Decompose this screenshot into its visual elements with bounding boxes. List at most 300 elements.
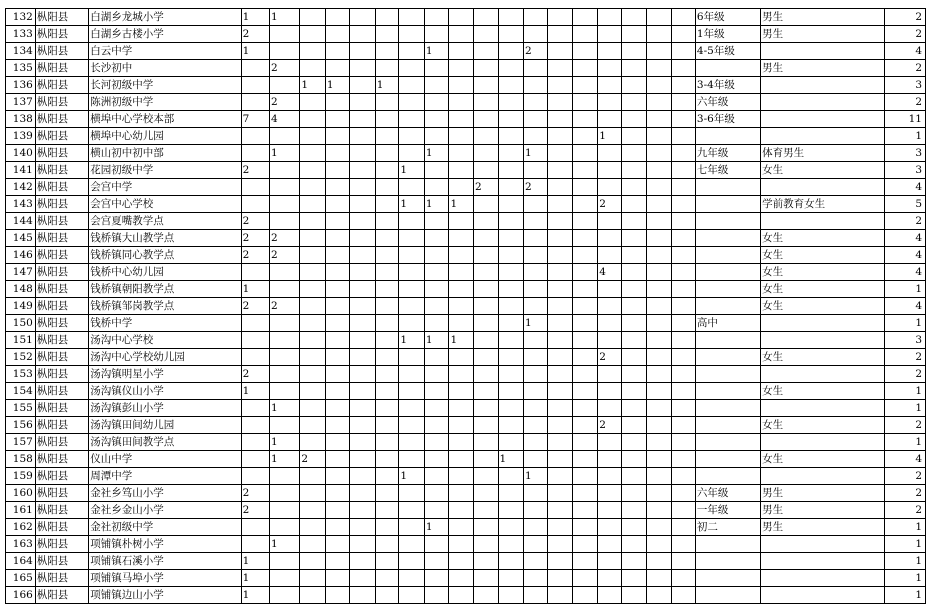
subject-count-cell	[547, 502, 572, 519]
subject-count-cell	[572, 570, 597, 587]
row-number-cell: 136	[6, 77, 36, 94]
subject-count-cell	[547, 536, 572, 553]
requirement-cell: 女生	[761, 417, 885, 434]
subject-count-cell	[621, 281, 646, 298]
county-cell: 枞阳县	[35, 332, 88, 349]
subject-count-cell	[300, 26, 326, 43]
subject-count-cell	[325, 502, 350, 519]
subject-count-cell	[350, 230, 375, 247]
subject-count-cell	[270, 332, 300, 349]
subject-count-cell	[498, 332, 524, 349]
subject-count-cell: 2	[270, 60, 300, 77]
subject-count-cell	[473, 587, 498, 604]
row-number-cell: 133	[6, 26, 36, 43]
subject-count-cell	[399, 502, 425, 519]
subject-count-cell	[524, 366, 548, 383]
row-number-cell: 140	[6, 145, 36, 162]
subject-count-cell	[572, 366, 597, 383]
table-row	[6, 247, 926, 264]
school-name-cell: 汤沟中心学校	[89, 332, 241, 349]
subject-count-cell: 1	[399, 162, 425, 179]
subject-count-cell	[572, 77, 597, 94]
subject-count-cell	[300, 315, 326, 332]
total-cell: 1	[885, 536, 926, 553]
subject-count-cell	[598, 298, 622, 315]
requirement-cell: 男生	[761, 519, 885, 536]
school-name-cell: 周潭中学	[89, 468, 241, 485]
county-cell: 枞阳县	[35, 179, 88, 196]
subject-count-cell	[375, 451, 399, 468]
subject-count-cell	[598, 213, 622, 230]
subject-count-cell	[598, 434, 622, 451]
subject-count-cell	[498, 383, 524, 400]
subject-count-cell	[524, 553, 548, 570]
subject-count-cell	[399, 519, 425, 536]
subject-count-cell: 1	[399, 468, 425, 485]
subject-count-cell	[241, 315, 269, 332]
table-row	[6, 451, 926, 468]
subject-count-cell	[350, 264, 375, 281]
school-name-cell: 长河初级中学	[89, 77, 241, 94]
total-cell: 3	[885, 332, 926, 349]
school-name-cell: 金社乡金山小学	[89, 502, 241, 519]
subject-count-cell: 1	[241, 281, 269, 298]
subject-count-cell	[524, 485, 548, 502]
subject-count-cell	[399, 94, 425, 111]
subject-count-cell	[300, 332, 326, 349]
subject-count-cell	[524, 213, 548, 230]
subject-count-cell	[375, 230, 399, 247]
subject-count-cell	[547, 298, 572, 315]
subject-count-cell	[621, 400, 646, 417]
subject-count-cell: 1	[300, 77, 326, 94]
subject-count-cell	[498, 298, 524, 315]
subject-count-cell	[270, 366, 300, 383]
subject-count-cell	[572, 553, 597, 570]
subject-count-cell	[449, 400, 474, 417]
subject-count-cell: 2	[241, 162, 269, 179]
requirement-cell: 女生	[761, 383, 885, 400]
subject-count-cell	[399, 349, 425, 366]
total-cell: 2	[885, 60, 926, 77]
total-cell: 1	[885, 570, 926, 587]
county-cell: 枞阳县	[35, 26, 88, 43]
subject-count-cell	[598, 111, 622, 128]
subject-count-cell	[424, 213, 449, 230]
row-number-cell: 156	[6, 417, 36, 434]
grade-cell	[695, 179, 760, 196]
subject-count-cell	[375, 315, 399, 332]
subject-count-cell	[270, 553, 300, 570]
subject-count-cell	[621, 553, 646, 570]
requirement-cell	[761, 400, 885, 417]
subject-count-cell	[671, 519, 695, 536]
subject-count-cell	[621, 366, 646, 383]
subject-count-cell: 2	[270, 298, 300, 315]
subject-count-cell	[473, 26, 498, 43]
subject-count-cell	[598, 468, 622, 485]
county-cell: 枞阳县	[35, 366, 88, 383]
subject-count-cell	[647, 451, 671, 468]
grade-cell	[695, 417, 760, 434]
row-number-cell: 166	[6, 587, 36, 604]
subject-count-cell	[547, 383, 572, 400]
subject-count-cell	[498, 247, 524, 264]
subject-count-cell	[524, 247, 548, 264]
subject-count-cell	[399, 451, 425, 468]
subject-count-cell	[399, 43, 425, 60]
subject-count-cell	[524, 349, 548, 366]
row-number-cell: 154	[6, 383, 36, 400]
subject-count-cell	[547, 417, 572, 434]
subject-count-cell	[498, 230, 524, 247]
subject-count-cell: 2	[241, 366, 269, 383]
grade-cell: 4-5年级	[695, 43, 760, 60]
subject-count-cell	[399, 247, 425, 264]
subject-count-cell	[647, 196, 671, 213]
subject-count-cell	[572, 162, 597, 179]
subject-count-cell	[621, 383, 646, 400]
subject-count-cell	[671, 128, 695, 145]
subject-count-cell	[671, 502, 695, 519]
subject-count-cell	[399, 315, 425, 332]
subject-count-cell	[524, 128, 548, 145]
requirement-cell: 女生	[761, 451, 885, 468]
subject-count-cell	[524, 434, 548, 451]
requirement-cell	[761, 587, 885, 604]
subject-count-cell	[598, 570, 622, 587]
subject-count-cell	[572, 264, 597, 281]
subject-count-cell	[498, 349, 524, 366]
subject-count-cell	[241, 468, 269, 485]
subject-count-cell	[424, 128, 449, 145]
subject-count-cell: 2	[241, 26, 269, 43]
subject-count-cell	[424, 400, 449, 417]
subject-count-cell	[473, 315, 498, 332]
subject-count-cell: 2	[270, 230, 300, 247]
county-cell: 枞阳县	[35, 298, 88, 315]
subject-count-cell	[671, 230, 695, 247]
subject-count-cell	[449, 264, 474, 281]
subject-count-cell	[473, 162, 498, 179]
subject-count-cell	[449, 9, 474, 26]
county-cell: 枞阳县	[35, 451, 88, 468]
subject-count-cell	[449, 417, 474, 434]
subject-count-cell	[325, 570, 350, 587]
table-row	[6, 434, 926, 451]
subject-count-cell	[524, 162, 548, 179]
subject-count-cell	[671, 451, 695, 468]
table-row	[6, 332, 926, 349]
subject-count-cell	[671, 77, 695, 94]
table-row	[6, 60, 926, 77]
subject-count-cell	[498, 519, 524, 536]
subject-count-cell: 2	[598, 349, 622, 366]
subject-count-cell	[547, 281, 572, 298]
subject-count-cell	[647, 281, 671, 298]
subject-count-cell	[621, 502, 646, 519]
total-cell: 1	[885, 281, 926, 298]
subject-count-cell: 1	[270, 145, 300, 162]
subject-count-cell	[671, 196, 695, 213]
subject-count-cell	[325, 264, 350, 281]
subject-count-cell	[449, 315, 474, 332]
total-cell: 2	[885, 94, 926, 111]
county-cell: 枞阳县	[35, 349, 88, 366]
subject-count-cell	[647, 315, 671, 332]
school-name-cell: 会宫中心学校	[89, 196, 241, 213]
requirement-cell	[761, 434, 885, 451]
grade-cell	[695, 366, 760, 383]
subject-count-cell	[473, 468, 498, 485]
total-cell: 1	[885, 128, 926, 145]
county-cell: 枞阳县	[35, 570, 88, 587]
subject-count-cell	[598, 519, 622, 536]
subject-count-cell	[647, 77, 671, 94]
subject-count-cell	[375, 587, 399, 604]
table-row	[6, 298, 926, 315]
requirement-cell	[761, 111, 885, 128]
subject-count-cell	[449, 485, 474, 502]
subject-count-cell	[424, 587, 449, 604]
subject-count-cell	[621, 468, 646, 485]
subject-count-cell	[424, 366, 449, 383]
school-name-cell: 汤沟镇田间教学点	[89, 434, 241, 451]
school-name-cell: 钱桥镇朝阳教学点	[89, 281, 241, 298]
subject-count-cell	[598, 26, 622, 43]
subject-count-cell	[270, 315, 300, 332]
subject-count-cell	[270, 502, 300, 519]
subject-count-cell	[621, 179, 646, 196]
school-name-cell: 金社初级中学	[89, 519, 241, 536]
school-name-cell: 汤沟镇彭山小学	[89, 400, 241, 417]
county-cell: 枞阳县	[35, 247, 88, 264]
subject-count-cell	[473, 519, 498, 536]
subject-count-cell	[647, 213, 671, 230]
subject-count-cell	[498, 43, 524, 60]
subject-count-cell: 1	[598, 128, 622, 145]
subject-count-cell	[350, 77, 375, 94]
county-cell: 枞阳县	[35, 60, 88, 77]
subject-count-cell	[547, 43, 572, 60]
table-row	[6, 145, 926, 162]
subject-count-cell	[399, 366, 425, 383]
subject-count-cell	[300, 9, 326, 26]
subject-count-cell: 2	[300, 451, 326, 468]
subject-count-cell	[473, 213, 498, 230]
requirement-cell: 女生	[761, 247, 885, 264]
subject-count-cell	[598, 400, 622, 417]
total-cell: 2	[885, 485, 926, 502]
requirement-cell	[761, 43, 885, 60]
subject-count-cell: 1	[399, 196, 425, 213]
requirement-cell: 男生	[761, 26, 885, 43]
subject-count-cell	[671, 536, 695, 553]
subject-count-cell	[270, 570, 300, 587]
subject-count-cell	[621, 230, 646, 247]
subject-count-cell	[241, 332, 269, 349]
subject-count-cell	[424, 111, 449, 128]
subject-count-cell	[572, 247, 597, 264]
subject-count-cell	[547, 213, 572, 230]
subject-count-cell	[325, 536, 350, 553]
grade-cell: 1年级	[695, 26, 760, 43]
subject-count-cell	[424, 230, 449, 247]
subject-count-cell	[473, 502, 498, 519]
subject-count-cell	[399, 111, 425, 128]
subject-count-cell	[473, 145, 498, 162]
subject-count-cell	[524, 570, 548, 587]
requirement-cell	[761, 332, 885, 349]
row-number-cell: 146	[6, 247, 36, 264]
subject-count-cell	[524, 9, 548, 26]
subject-count-cell	[424, 162, 449, 179]
subject-count-cell	[325, 400, 350, 417]
subject-count-cell	[270, 213, 300, 230]
subject-count-cell	[572, 298, 597, 315]
subject-count-cell	[547, 519, 572, 536]
county-cell: 枞阳县	[35, 553, 88, 570]
subject-count-cell	[647, 587, 671, 604]
subject-count-cell	[647, 247, 671, 264]
subject-count-cell	[524, 196, 548, 213]
subject-count-cell	[473, 536, 498, 553]
subject-count-cell	[621, 349, 646, 366]
row-number-cell: 164	[6, 553, 36, 570]
subject-count-cell	[424, 281, 449, 298]
subject-count-cell	[547, 196, 572, 213]
subject-count-cell	[375, 519, 399, 536]
total-cell: 4	[885, 451, 926, 468]
requirement-cell	[761, 570, 885, 587]
subject-count-cell	[399, 60, 425, 77]
subject-count-cell	[671, 179, 695, 196]
county-cell: 枞阳县	[35, 264, 88, 281]
table-row	[6, 94, 926, 111]
county-cell: 枞阳县	[35, 77, 88, 94]
subject-count-cell	[598, 502, 622, 519]
school-name-cell: 项铺镇石溪小学	[89, 553, 241, 570]
requirement-cell: 学前教育女生	[761, 196, 885, 213]
subject-count-cell: 2	[241, 298, 269, 315]
subject-count-cell: 1	[241, 383, 269, 400]
subject-count-cell: 1	[449, 196, 474, 213]
table-row	[6, 485, 926, 502]
school-name-cell: 白云中学	[89, 43, 241, 60]
subject-count-cell: 1	[325, 77, 350, 94]
table-row	[6, 162, 926, 179]
subject-count-cell	[300, 60, 326, 77]
subject-count-cell	[300, 468, 326, 485]
subject-count-cell	[350, 570, 375, 587]
subject-count-cell: 2	[241, 230, 269, 247]
subject-count-cell	[325, 281, 350, 298]
subject-count-cell	[399, 213, 425, 230]
table-row	[6, 417, 926, 434]
table-row	[6, 230, 926, 247]
table-row	[6, 281, 926, 298]
subject-count-cell	[498, 77, 524, 94]
subject-count-cell	[424, 485, 449, 502]
table-row	[6, 179, 926, 196]
subject-count-cell	[449, 213, 474, 230]
subject-count-cell	[498, 264, 524, 281]
subject-count-cell	[524, 417, 548, 434]
subject-count-cell	[473, 196, 498, 213]
subject-count-cell	[473, 553, 498, 570]
subject-count-cell	[449, 77, 474, 94]
subject-count-cell	[424, 570, 449, 587]
subject-count-cell	[473, 60, 498, 77]
subject-count-cell	[325, 332, 350, 349]
row-number-cell: 160	[6, 485, 36, 502]
county-cell: 枞阳县	[35, 281, 88, 298]
subject-count-cell	[647, 26, 671, 43]
subject-count-cell	[621, 315, 646, 332]
subject-count-cell	[241, 60, 269, 77]
subject-count-cell	[270, 128, 300, 145]
county-cell: 枞阳县	[35, 400, 88, 417]
subject-count-cell	[325, 94, 350, 111]
table-row	[6, 349, 926, 366]
subject-count-cell	[671, 587, 695, 604]
subject-count-cell	[375, 60, 399, 77]
subject-count-cell	[325, 366, 350, 383]
grade-cell	[695, 570, 760, 587]
subject-count-cell	[350, 485, 375, 502]
subject-count-cell	[572, 315, 597, 332]
subject-count-cell	[424, 383, 449, 400]
subject-count-cell	[498, 60, 524, 77]
subject-count-cell	[449, 281, 474, 298]
subject-count-cell	[598, 247, 622, 264]
subject-count-cell	[300, 264, 326, 281]
subject-count-cell	[300, 553, 326, 570]
table-row	[6, 536, 926, 553]
subject-count-cell	[449, 162, 474, 179]
subject-count-cell: 2	[598, 417, 622, 434]
total-cell: 1	[885, 315, 926, 332]
subject-count-cell	[424, 536, 449, 553]
subject-count-cell	[375, 434, 399, 451]
subject-count-cell	[498, 213, 524, 230]
subject-count-cell	[572, 451, 597, 468]
subject-count-cell	[524, 332, 548, 349]
subject-count-cell	[547, 451, 572, 468]
requirement-cell: 女生	[761, 264, 885, 281]
table-row	[6, 128, 926, 145]
table-row	[6, 587, 926, 604]
subject-count-cell	[449, 60, 474, 77]
subject-count-cell	[671, 349, 695, 366]
subject-count-cell: 1	[270, 400, 300, 417]
subject-count-cell	[598, 77, 622, 94]
subject-count-cell	[270, 264, 300, 281]
subject-count-cell	[375, 162, 399, 179]
row-number-cell: 163	[6, 536, 36, 553]
subject-count-cell	[424, 468, 449, 485]
spreadsheet-table	[5, 8, 926, 604]
total-cell: 2	[885, 349, 926, 366]
subject-count-cell	[241, 434, 269, 451]
subject-count-cell	[473, 264, 498, 281]
subject-count-cell	[524, 111, 548, 128]
subject-count-cell	[270, 281, 300, 298]
row-number-cell: 159	[6, 468, 36, 485]
subject-count-cell	[375, 145, 399, 162]
subject-count-cell	[375, 298, 399, 315]
requirement-cell	[761, 77, 885, 94]
